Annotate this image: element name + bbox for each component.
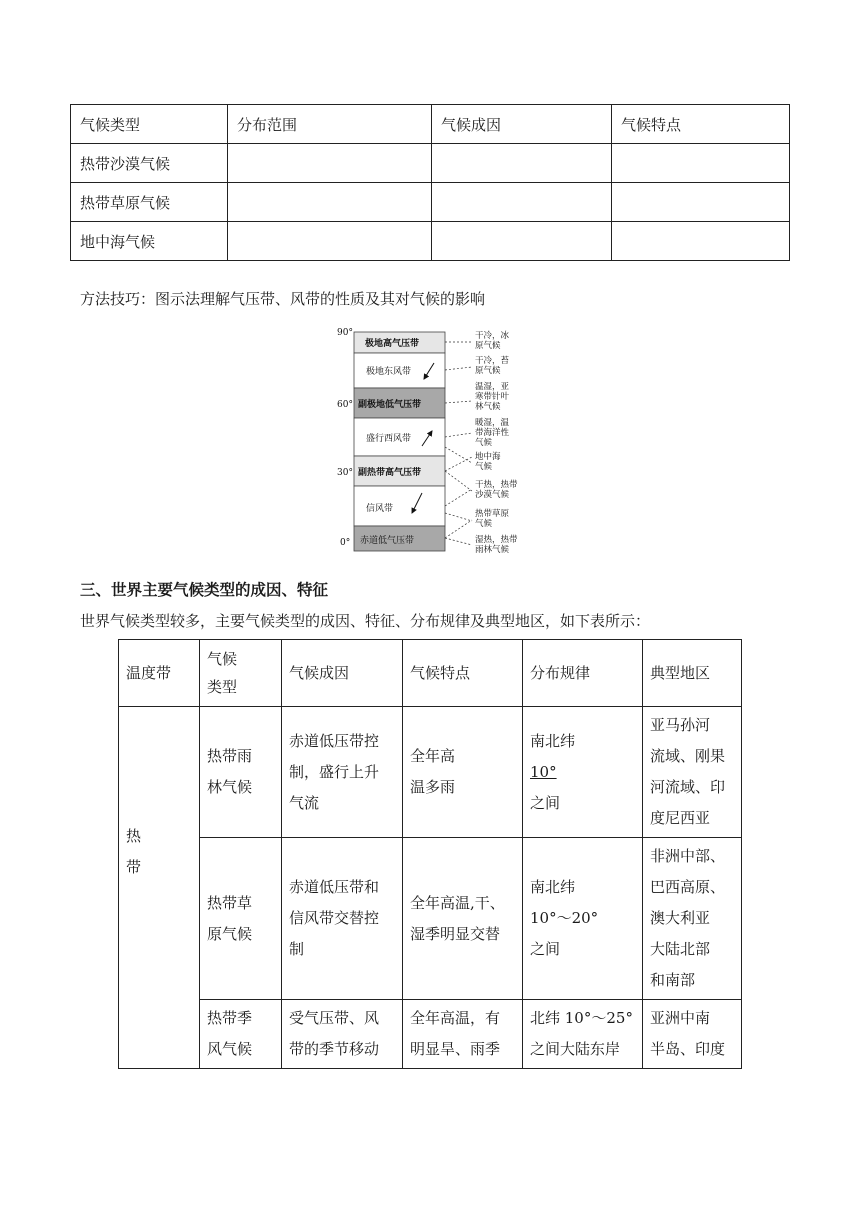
table-cell	[643, 707, 742, 838]
table-cell	[403, 838, 523, 1000]
table-cell	[643, 838, 742, 1000]
table-row	[71, 222, 790, 261]
climate-label: 热带草原	[475, 509, 510, 519]
table-cell	[612, 144, 790, 183]
lat-label-30: 30°	[337, 468, 353, 478]
cell-line: 澳大利亚	[650, 909, 711, 927]
cell-line: 热带季	[207, 1009, 253, 1027]
lat-label-90: 90°	[337, 328, 353, 338]
band-label: 赤道低气压带	[360, 536, 415, 546]
header-line: 气候	[207, 650, 238, 668]
table-row	[119, 707, 742, 838]
climate-label: 林气候	[475, 402, 501, 412]
cell-line: 信风带交替控	[289, 909, 380, 927]
cell-line: 温多雨	[410, 778, 456, 796]
table-cell	[282, 1000, 403, 1069]
climate-label: 寒带针叶	[475, 392, 510, 402]
climate-types-table	[118, 639, 742, 1069]
climate-label: 温湿，亚	[475, 382, 510, 392]
table-cell	[612, 183, 790, 222]
table-cell	[403, 707, 523, 838]
cell-line: 10°～20°	[530, 909, 599, 927]
method-tip-text: 方法技巧：图示法理解气压带、风带的性质及其对气候的影响	[80, 290, 486, 308]
table-cell: 地中海气候	[71, 222, 228, 261]
climate-label: 暖湿，温	[475, 418, 510, 428]
cell-line: 北纬 10°～25°	[530, 1009, 633, 1027]
section-heading: 三、世界主要气候类型的成因、特征	[80, 580, 329, 599]
table-cell	[228, 183, 432, 222]
header-cell: 典型地区	[643, 640, 742, 707]
cell-line: 非洲中部、	[650, 847, 726, 865]
zone-line: 热	[126, 827, 142, 845]
header-line: 类型	[207, 678, 238, 696]
climate-label: 湿热，热带	[475, 535, 518, 545]
cell-line: 全年高温，有	[410, 1009, 501, 1027]
cell-line: 度尼西亚	[650, 809, 711, 827]
header-cell: 温度带	[119, 640, 200, 707]
climate-label: 干冷，冰	[475, 331, 510, 341]
cell-line: 亚洲中南	[650, 1009, 711, 1027]
table-cell	[200, 838, 282, 1000]
cell-line: 湿季明显交替	[410, 924, 501, 943]
climate-label: 干冷，苔	[475, 356, 510, 366]
header-cell: 气候特点	[403, 640, 523, 707]
table-cell	[643, 1000, 742, 1069]
header-cell: 分布范围	[228, 105, 432, 144]
band-label: 副极地低气压带	[358, 400, 422, 410]
band-label: 极地东风带	[366, 367, 412, 377]
intro-paragraph: 世界气候类型较多，主要气候类型的成因、特征、分布规律及典型地区，如下表所示：	[80, 612, 651, 630]
cell-line: 全年高	[410, 747, 456, 765]
header-cell: 气候成因	[432, 105, 612, 144]
climate-label: 干热，热带	[475, 480, 518, 490]
table-cell	[612, 222, 790, 261]
cell-line: 流域、刚果	[650, 747, 726, 765]
cell-line: 南北纬	[530, 878, 576, 896]
climate-summary-table	[70, 104, 790, 261]
table-cell	[282, 838, 403, 1000]
header-cell	[200, 640, 282, 707]
cell-line: 河流域、印	[650, 778, 726, 796]
cell-line: 林气候	[207, 778, 253, 796]
cell-line: 半岛、印度	[650, 1040, 726, 1058]
cell-line: 赤道低压带和	[289, 878, 380, 896]
climate-label: 雨林气候	[475, 545, 510, 555]
climate-label: 原气候	[475, 366, 501, 376]
climate-label: 气候	[475, 519, 493, 529]
table-cell	[228, 144, 432, 183]
table-cell	[523, 838, 643, 1000]
cell-line: 大陆北部	[650, 940, 711, 958]
band-label: 盛行西风带	[366, 434, 412, 444]
table-cell	[432, 183, 612, 222]
cell-line: 和南部	[650, 971, 696, 989]
climate-label: 气候	[475, 462, 493, 472]
band-label: 极地高气压带	[365, 339, 420, 349]
cell-line: 热带草	[207, 893, 253, 912]
table-cell	[403, 1000, 523, 1069]
cell-line: 赤道低压带控	[289, 731, 380, 750]
climate-label: 原气候	[475, 341, 501, 351]
cell-line: 10°	[530, 762, 557, 781]
band-label: 副热带高气压带	[358, 468, 422, 478]
cell-line: 带的季节移动	[289, 1040, 380, 1058]
header-cell: 气候成因	[282, 640, 403, 707]
table-header-row	[119, 640, 742, 707]
cell-line: 之间	[530, 793, 561, 812]
table-cell	[282, 707, 403, 838]
cell-line: 之间	[530, 940, 561, 958]
climate-label: 沙漠气候	[475, 490, 510, 500]
table-cell	[200, 1000, 282, 1069]
header-cell: 气候特点	[612, 105, 790, 144]
cell-line: 巴西高原、	[650, 878, 726, 896]
lat-label-0: 0°	[340, 538, 351, 548]
cell-line: 亚马孙河	[650, 716, 711, 734]
table-cell: 热带沙漠气候	[71, 144, 228, 183]
climate-labels	[475, 330, 518, 555]
cell-line: 南北纬	[530, 731, 576, 750]
header-cell: 气候类型	[71, 105, 228, 144]
zone-line: 带	[126, 858, 142, 876]
climate-label: 带海洋性	[475, 428, 510, 438]
climate-label: 气候	[475, 438, 493, 448]
band-label: 信风带	[366, 504, 394, 514]
cell-line: 制，盛行上升	[289, 762, 380, 781]
cell-line: 风气候	[207, 1040, 253, 1058]
connector-lines	[445, 342, 472, 545]
cell-line: 明显旱、雨季	[410, 1040, 501, 1058]
table-row	[71, 183, 790, 222]
table-cell: 热带草原气候	[71, 183, 228, 222]
table-row	[71, 144, 790, 183]
header-cell: 分布规律	[523, 640, 643, 707]
table-cell	[432, 222, 612, 261]
table-cell	[200, 707, 282, 838]
table-row	[119, 1000, 742, 1069]
lat-label-60: 60°	[337, 400, 353, 410]
table-cell	[523, 707, 643, 838]
table-cell	[523, 1000, 643, 1069]
cell-line: 制	[289, 940, 305, 958]
table-header-row	[71, 105, 790, 144]
pressure-wind-belt-diagram	[336, 323, 536, 561]
cell-line: 全年高温,干、	[410, 893, 505, 912]
temperature-zone-cell	[119, 707, 200, 1069]
cell-line: 热带雨	[207, 747, 253, 765]
table-cell	[228, 222, 432, 261]
cell-line: 受气压带、风	[289, 1009, 380, 1027]
cell-line: 气流	[289, 793, 320, 812]
cell-line: 之间大陆东岸	[530, 1040, 621, 1058]
climate-label: 地中海	[475, 452, 501, 462]
cell-line: 原气候	[207, 924, 253, 943]
table-cell	[432, 144, 612, 183]
table-row	[119, 838, 742, 1000]
